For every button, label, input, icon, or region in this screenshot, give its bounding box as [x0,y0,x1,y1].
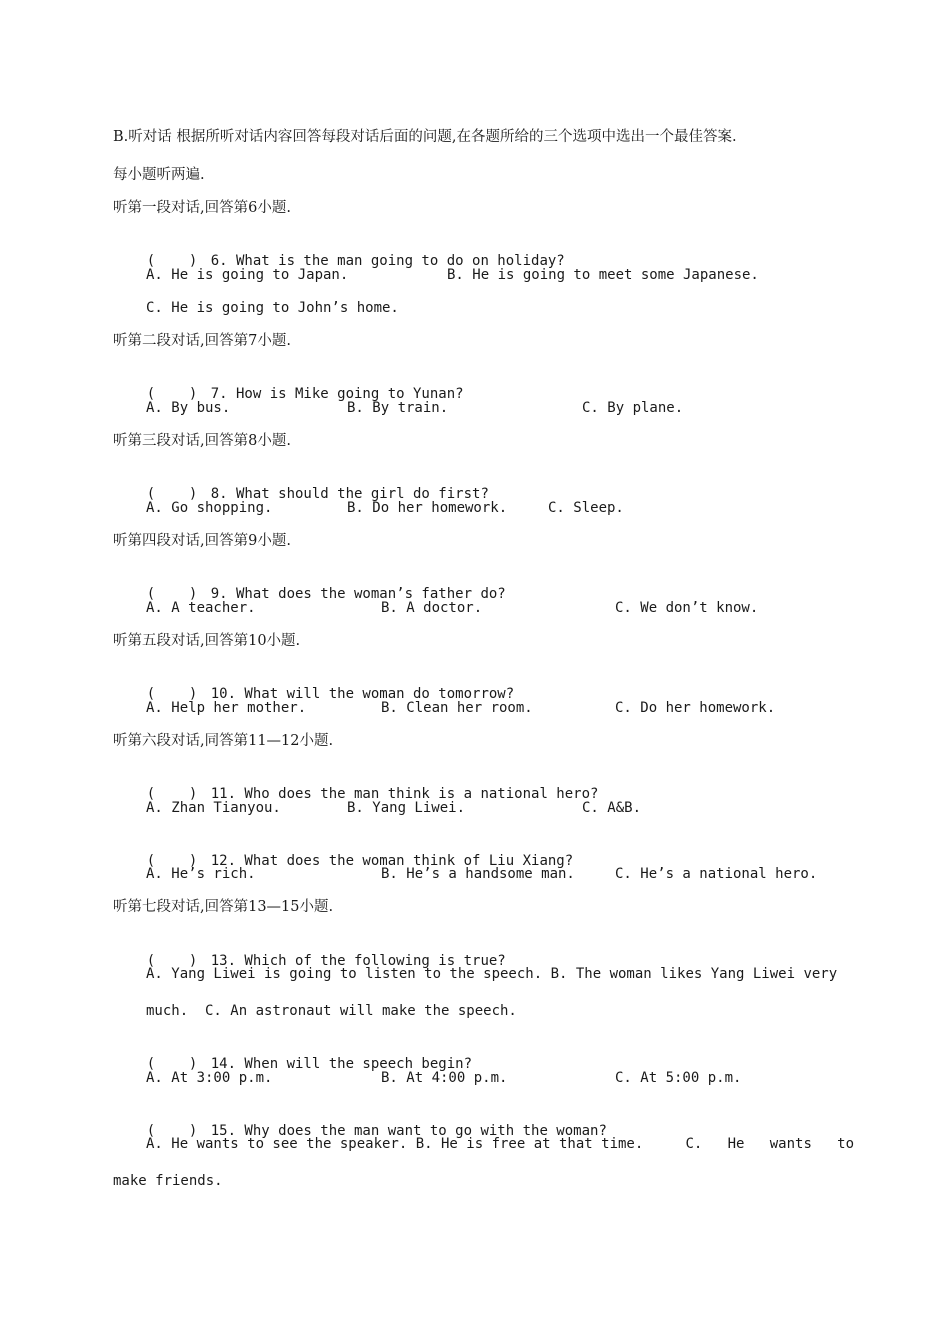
section-2-heading: 听第二段对话,回答第7小题. [113,333,291,349]
answer-blank[interactable]: ( ) [146,386,198,402]
q14-option-b: B. At 4:00 p.m. [381,1070,508,1086]
q8-option-b: B. Do her homework. [347,500,508,516]
answer-blank[interactable]: ( ) [146,686,198,702]
q12-option-b: B. He’s a handsome man. [381,866,575,882]
q6-option-b: B. He is going to meet some Japanese. [447,267,759,283]
question-stem: 7. How is Mike going to Yunan? [210,386,464,402]
question-stem: 10. What will the woman do tomorrow? [210,686,515,702]
intro-line-2: 每小题听两遍. [113,167,205,183]
answer-blank[interactable]: ( ) [146,853,198,869]
section-6-heading: 听第六段对话,同答第11—12小题. [113,733,334,749]
intro-line-1: B.听对话 根据所听对话内容回答每段对话后面的问题,在各题所给的三个选项中选出一个最佳答案. [113,129,737,145]
answer-blank[interactable]: ( ) [146,1056,198,1072]
question-stem: 9. What does the woman’s father do? [210,586,506,602]
q9-option-c: C. We don’t know. [615,600,759,616]
q11-option-b: B. Yang Liwei. [347,800,466,816]
section-7-heading: 听第七段对话,回答第13—15小题. [113,899,334,915]
q12-option-a: A. He’s rich. [146,866,256,882]
answer-blank[interactable]: ( ) [146,253,198,269]
question-stem: 15. Why does the man want to go with the woman? [210,1123,607,1139]
question-stem: 8. What should the girl do first? [210,486,489,502]
q8-option-c: C. Sleep. [548,500,624,516]
q6-option-c: C. He is going to John’s home. [146,300,399,316]
answer-blank[interactable]: ( ) [146,1123,198,1139]
question-stem: 12. What does the woman think of Liu Xiang? [210,853,574,869]
question-stem: 14. When will the speech begin? [210,1056,473,1072]
q9-option-b: B. A doctor. [381,600,483,616]
section-1-heading: 听第一段对话,回答第6小题. [113,200,291,216]
answer-blank[interactable]: ( ) [146,586,198,602]
answer-blank[interactable]: ( ) [146,953,198,969]
answer-blank[interactable]: ( ) [146,786,198,802]
q14-option-c: C. At 5:00 p.m. [615,1070,742,1086]
q13-options-line-2: much. C. An astronaut will make the speech. [146,1003,517,1019]
section-3-heading: 听第三段对话,回答第8小题. [113,433,291,449]
q10-option-a: A. Help her mother. [146,700,307,716]
q9-option-a: A. A teacher. [146,600,256,616]
q12-option-c: C. He’s a national hero. [615,866,818,882]
answer-blank[interactable]: ( ) [146,486,198,502]
q8-option-a: A. Go shopping. [146,500,273,516]
q15-options-line-1: A. He wants to see the speaker. B. He is free at that time. C. He wants to [146,1136,855,1152]
question-stem: 6. What is the man going to do on holiday? [210,253,565,269]
q6-option-a: A. He is going to Japan. [146,267,349,283]
q7-option-a: A. By bus. [146,400,231,416]
q7-option-b: B. By train. [347,400,449,416]
section-4-heading: 听第四段对话,回答第9小题. [113,533,291,549]
q7-option-c: C. By plane. [582,400,684,416]
question-stem: 13. Which of the following is true? [210,953,506,969]
q11-option-a: A. Zhan Tianyou. [146,800,281,816]
section-5-heading: 听第五段对话,回答第10小题. [113,633,301,649]
q11-option-c: C. A&B. [582,800,642,816]
q10-option-c: C. Do her homework. [615,700,776,716]
q15-options-line-2: make friends. [113,1173,223,1189]
q10-option-b: B. Clean her room. [381,700,533,716]
q13-options-line-1: A. Yang Liwei is going to listen to the speech. B. The woman likes Yang Liwei very [146,966,838,982]
question-stem: 11. Who does the man think is a national hero? [210,786,599,802]
q14-option-a: A. At 3:00 p.m. [146,1070,273,1086]
